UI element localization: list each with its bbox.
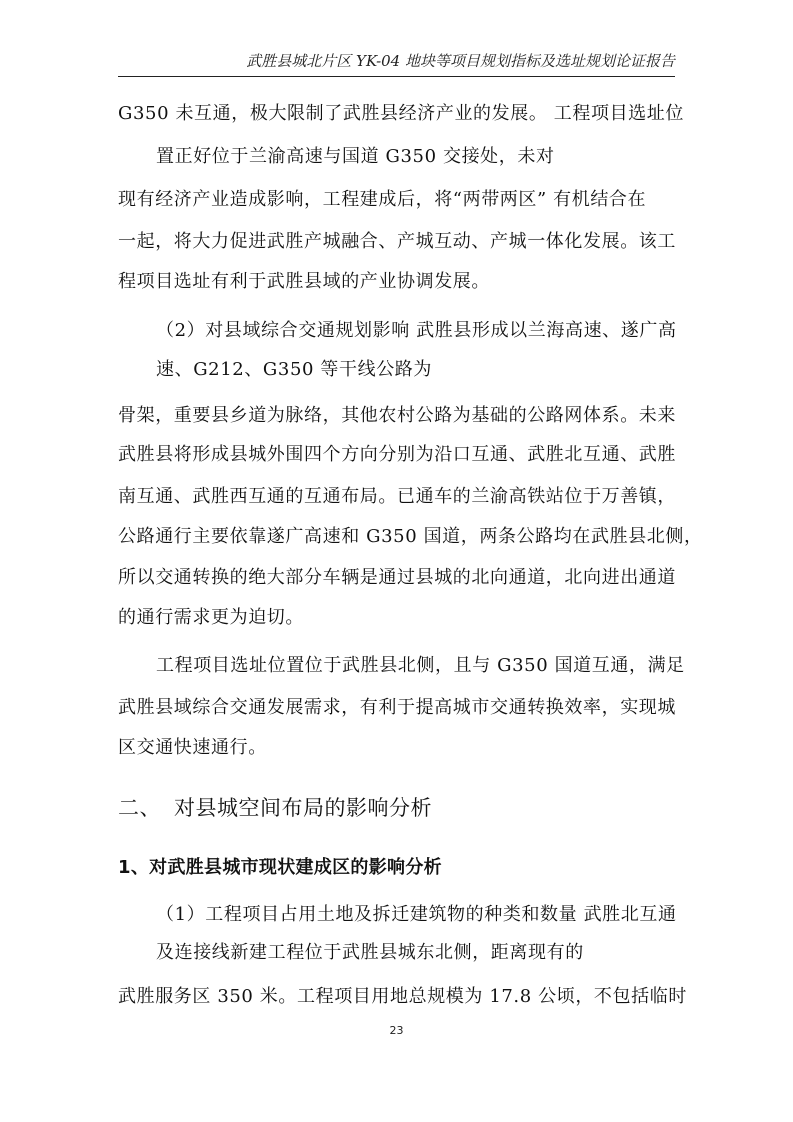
body-line: 一起，将大力促进武胜产城融合、产城互动、产城一体化发展。该工 bbox=[118, 231, 676, 252]
body-line: 骨架，重要县乡道为脉络，其他农村公路为基础的公路网体系。未来 bbox=[118, 405, 676, 426]
page-number: 23 bbox=[389, 1024, 404, 1037]
body-line: 武胜县域综合交通发展需求，有利于提高城市交通转换效率，实现城 bbox=[118, 697, 676, 718]
body-line: 工程项目选址位置位于武胜县北侧，且与 G350 国道互通，满足 bbox=[156, 655, 685, 676]
body-line: 区交通快速通行。 bbox=[118, 737, 267, 758]
body-line: 所以交通转换的绝大部分车辆是通过县城的北向通道，北向进出通道 bbox=[118, 567, 676, 588]
section-heading bbox=[118, 794, 432, 822]
running-header: 武胜县城北片区 YK-04 地块等项目规划指标及选址规划论证报告 bbox=[118, 50, 675, 77]
body-line: 武胜县将形成县城外围四个方向分别为沿口互通、武胜北互通、武胜 bbox=[118, 444, 676, 465]
section-title: 对县城空间布局的影响分析 bbox=[174, 796, 432, 820]
body-line: 速、G212、G350 等干线公路为 bbox=[156, 359, 432, 380]
body-line: （2）对县域综合交通规划影响 武胜县形成以兰海高速、遂广高 bbox=[156, 320, 677, 341]
section-number: 二、 bbox=[118, 796, 161, 820]
body-line: G350 未互通，极大限制了武胜县经济产业的发展。 工程项目选址位 bbox=[118, 103, 684, 124]
body-line: 现有经济产业造成影响，工程建成后，将“两带两区” 有机结合在 bbox=[118, 189, 647, 210]
body-line: 及连接线新建工程位于武胜县城东北侧，距离现有的 bbox=[156, 942, 584, 963]
body-line: 公路通行主要依靠遂广高速和 G350 国道，两条公路均在武胜县北侧， bbox=[118, 526, 703, 547]
body-line: 程项目选址有利于武胜县域的产业协调发展。 bbox=[118, 271, 490, 292]
body-line: 置正好位于兰渝高速与国道 G350 交接处，未对 bbox=[156, 146, 555, 167]
body-line: 南互通、武胜西互通的互通布局。已通车的兰渝高铁站位于万善镇， bbox=[118, 486, 676, 507]
body-line: 的通行需求更为迫切。 bbox=[118, 607, 304, 628]
body-line: 武胜服务区 350 米。工程项目用地总规模为 17.8 公顷，不包括临时 bbox=[118, 986, 687, 1007]
subsection-heading: 1、对武胜县城市现状建成区的影响分析 bbox=[118, 857, 442, 878]
body-line: （1）工程项目占用土地及拆迁建筑物的种类和数量 武胜北互通 bbox=[156, 904, 677, 925]
